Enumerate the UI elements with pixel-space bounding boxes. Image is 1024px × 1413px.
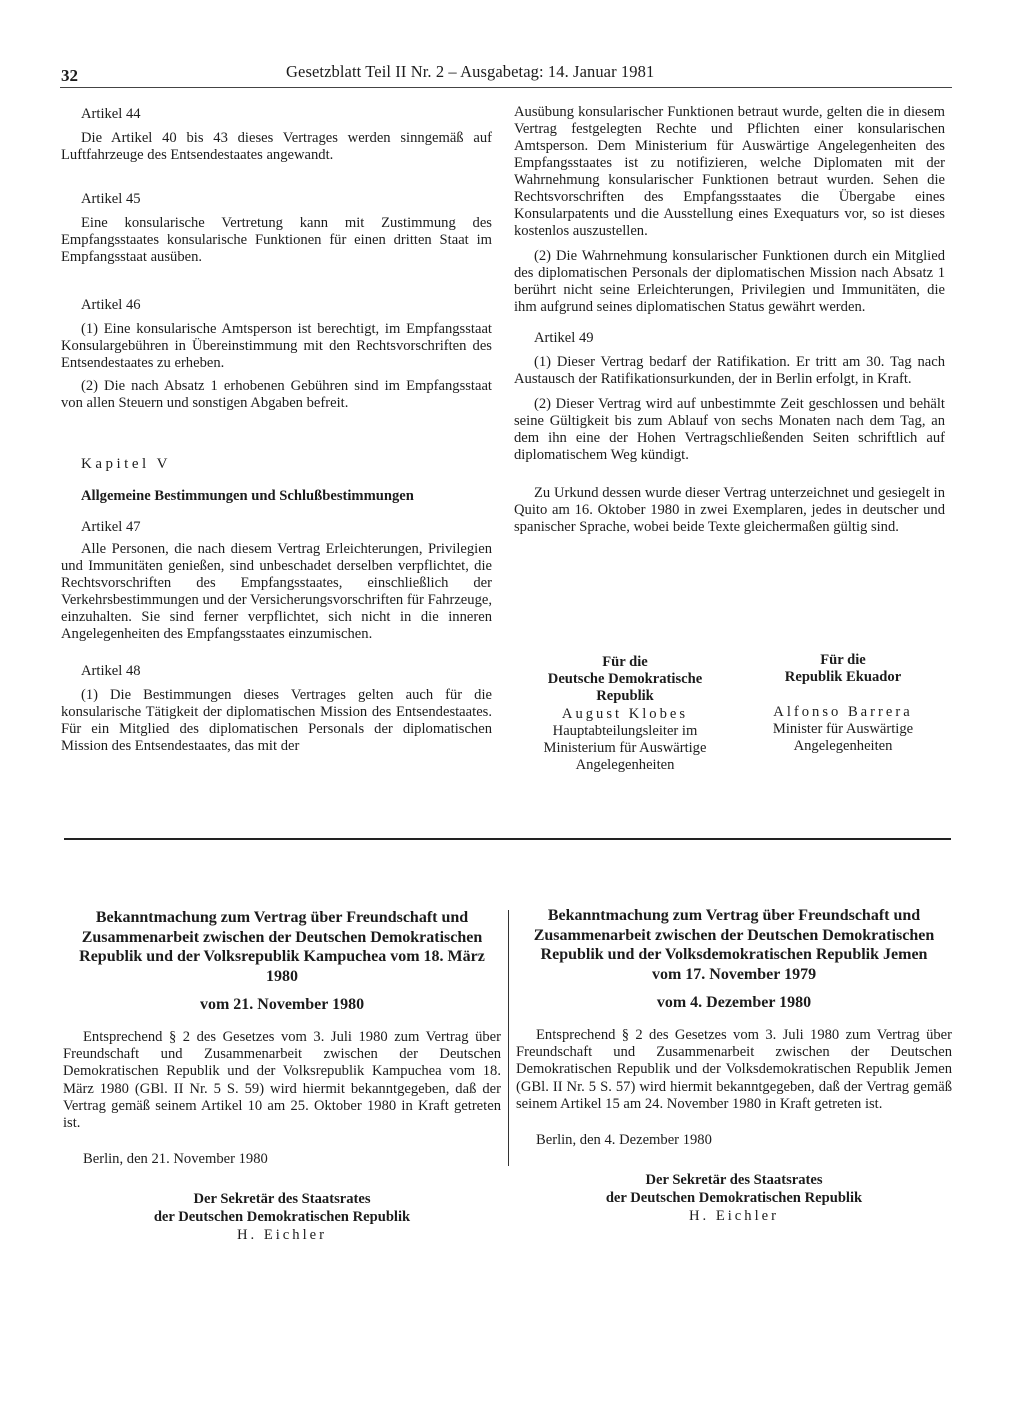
signature-ecuador-for: Für die (820, 652, 866, 668)
notice-jemen-signer-org: der Deutschen Demokratischen Republik (605, 1190, 863, 1207)
notice-jemen-place-date: Berlin, den 4. Dezember 1980 (536, 1132, 712, 1149)
chapter-title: Kapitel V (81, 456, 171, 472)
notice-kampuchea-signer-org: der Deutschen Demokratischen Republik (153, 1209, 411, 1226)
signature-ecuador (733, 652, 953, 755)
article-46-paragraph-2: (2) Die nach Absatz 1 erhobenen Gebühren sind im Empfangsstaat von allen Steuern und sonstigen Abgaben befreit. (61, 378, 492, 411)
notice-jemen-heading: Bekanntmachung zum Vertrag über Freundschaft und Zusammenarbeit zwischen der Deutschen Demokratischen Republik und der Volksdemokratischen Republik Jemen vom 17. November 1979 (533, 907, 935, 983)
article-48-paragraph-2: (2) Die Wahrnehmung konsularischer Funktionen durch ein Mitglied des diplomatischen Personals der diplomatischen Mission nach Absatz 1 berührt nicht seine Erleichterungen, Privilegien und Immunitäten, die ihm aufgrund seines diplomatischen Status gewährt werden. (514, 248, 945, 315)
notice-jemen-signer-role: Der Sekretär des Staatsrates (645, 1172, 823, 1189)
signature-ecuador-title: Minister für Auswärtige Angelegenheiten (772, 721, 914, 754)
signature-ecuador-state: Republik Ekuador (784, 669, 902, 685)
notice-kampuchea-body-wrap (63, 1029, 501, 1132)
article-45-text: Eine konsularische Vertretung kann mit Zustimmung des Empfangsstaates konsularische Funktionen für einen dritten Staat im Empfangsstaat ausüben. (61, 215, 492, 265)
notice-kampuchea-date: vom 21. November 1980 (199, 996, 365, 1013)
right-column (514, 104, 945, 536)
notice-jemen-body-wrap (516, 1027, 952, 1113)
notice-kampuchea-signer-role: Der Sekretär des Staatsrates (193, 1191, 371, 1208)
article-44-title: Artikel 44 (81, 106, 141, 122)
notice-kampuchea-place-date: Berlin, den 21. November 1980 (83, 1151, 268, 1168)
section-divider (64, 838, 951, 840)
column-divider (508, 910, 509, 1166)
article-48-title: Artikel 48 (81, 663, 141, 679)
article-44-text: Die Artikel 40 bis 43 dieses Vertrages werden sinngemäß auf Luftfahrzeuge des Entsendestaates angewandt. (61, 130, 492, 163)
chapter-subtitle: Allgemeine Bestimmungen und Schlußbestimmungen (81, 488, 414, 504)
signature-ddr-for: Für die (602, 654, 648, 670)
signature-ddr (520, 654, 730, 774)
left-column (61, 106, 492, 755)
article-49-paragraph-2: (2) Dieser Vertrag wird auf unbestimmte Zeit geschlossen und behält seine Gültigkeit bis zum Ablauf von sechs Monaten nach dem Tag, an dem ihn eine der Hohen Vertragschließenden Seiten schriftlich auf diplomatischem Weg kündigt. (514, 396, 945, 463)
notice-jemen-date: vom 4. Dezember 1980 (656, 994, 812, 1011)
header-rule (60, 87, 952, 88)
article-47-text: Alle Personen, die nach diesem Vertrag Erleichterungen, Privilegien und Immunitäten genießen, sind unbeschadet derselben verpflichtet, die Rechtsvorschriften des Empfangsstaates, einschließlich der Verkehrsbestimmungen und der Versicherungsvorschriften für Fahrzeuge, einzuhalten. Sie sind ferner verpflichtet, sich nicht in die inneren Angelegenheiten des Empfangsstaates einzumischen. (61, 541, 492, 642)
page-number: 32 (61, 66, 78, 85)
notice-kampuchea-signer-name: H. Eichler (237, 1227, 327, 1244)
article-45-title: Artikel 45 (81, 191, 141, 207)
notice-kampuchea (63, 908, 501, 1244)
notice-jemen (516, 906, 952, 1225)
article-48-continuation: Ausübung konsularischer Funktionen betraut wurde, gelten die in diesem Vertrag festgelegten Rechte und Pflichten einer konsularischen Amtsperson. Dem Ministerium für Auswärtige Angelegenheiten des Empfangsstaates ist zu notifizieren, welche Diplomaten mit der Wahrnehmung konsularischer Funktionen betraut wurden. Sehen die Rechtsvorschriften des Empfangsstaates die Übergabe eines Konsularpatents und die Ausstellung eines Exequaturs vor, so ist dieses kostenlos auszustellen. (514, 104, 945, 239)
running-title: Gesetzblatt Teil II Nr. 2 – Ausgabetag: 14. Januar 1981 (286, 62, 655, 81)
notice-kampuchea-body: Entsprechend § 2 des Gesetzes vom 3. Juli 1980 zum Vertrag über Freundschaft und Zusammenarbeit zwischen der Deutschen Demokratischen Republik und der Volksrepublik Kampuchea vom 18. März 1980 (GBl. II Nr. 5 S. 59) wird hiermit bekanntgegeben, daß der Vertrag gemäß seinem Artikel 10 am 25. Oktober 1980 in Kraft getreten ist. (63, 1029, 501, 1132)
signature-ddr-title: Hauptabteilungsleiter im Ministerium für Auswärtige Angelegenheiten (543, 723, 707, 773)
signature-ecuador-name: Alfonso Barrera (773, 704, 913, 720)
article-49-paragraph-1: (1) Dieser Vertrag bedarf der Ratifikation. Er tritt am 30. Tag nach Austausch der Ratifikationsurkunden, der in Berlin erfolgt, in Kraft. (514, 354, 945, 387)
article-47-title: Artikel 47 (81, 519, 141, 535)
notice-jemen-signer-name: H. Eichler (689, 1208, 779, 1225)
signature-ddr-state: Deutsche Demokratische Republik (547, 671, 703, 704)
notice-jemen-body: Entsprechend § 2 des Gesetzes vom 3. Juli 1980 zum Vertrag über Freundschaft und Zusammenarbeit zwischen der Deutschen Demokratischen Republik und der Volksdemokratischen Republik Jemen (GBl. II Nr. 5 S. 57) wird hiermit bekanntgegeben, daß der Vertrag gemäß seinem Artikel 15 am 24. November 1980 in Kraft getreten ist. (516, 1027, 952, 1112)
signature-ddr-name: August Klobes (561, 706, 689, 722)
article-48-paragraph-1: (1) Die Bestimmungen dieses Vertrages gelten auch für die konsularische Tätigkeit der diplomatischen Mission des Entsendestaates. Für ein Mitglied des diplomatischen Personals der diplomatischen Mission des Entsendestaates, das mit der (61, 687, 492, 754)
article-46-title: Artikel 46 (81, 297, 141, 313)
article-46-paragraph-1: (1) Eine konsularische Amtsperson ist berechtigt, im Empfangsstaat Konsulargebühren in Übereinstimmung mit den Rechtsvorschriften des Entsendestaates zu erheben. (61, 321, 492, 371)
closing-formula: Zu Urkund dessen wurde dieser Vertrag unterzeichnet und gesiegelt in Quito am 16. Oktober 1980 in zwei Exemplaren, jedes in deutscher und spanischer Sprache, wobei beide Texte gleichermaßen gültig sind. (514, 485, 945, 535)
notice-kampuchea-heading: Bekanntmachung zum Vertrag über Freundschaft und Zusammenarbeit zwischen der Deutschen Demokratischen Republik und der Volksrepublik Kampuchea vom 18. März 1980 (79, 909, 485, 985)
article-49-title: Artikel 49 (534, 330, 594, 346)
